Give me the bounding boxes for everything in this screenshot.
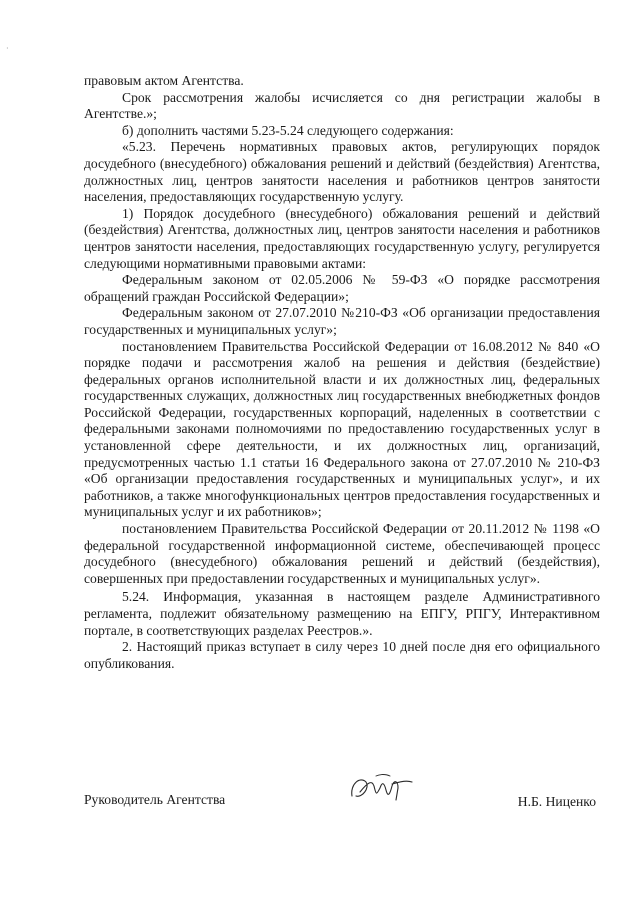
signatory-name: Н.Б. Ниценко bbox=[517, 794, 596, 809]
margin-mark: · bbox=[6, 44, 9, 53]
paragraph-continuation: правовым актом Агентства. bbox=[84, 73, 244, 88]
paragraph-resolution-1198: постановлением Правительства Российской Федерации от 20.11.2012 № 1198 «О федеральной государственной информационной системе, обеспечивающей процесс досудебного (внесудебного) обжалования решений и действий (бездействия), совершенных при предоставлении государственных и муниципальных услуг». bbox=[84, 521, 600, 586]
paragraph-law-59-fz: Федеральным законом от 02.05.2006 № 59-ФЗ «О порядке рассмотрения обращений граждан Российской Федерации»; bbox=[84, 272, 600, 304]
paragraph-5-23-item-1: 1) Порядок досудебного (внесудебного) обжалования решений и действий (бездействия) Агентства, должностных лиц, центров занятости населения и работников центров занятости населения, предоставляющих государственную услугу, регулируется следующими нормативными правовыми актами: bbox=[84, 205, 600, 271]
paragraph-effective-date: 2. Настоящий приказ вступает в силу через 10 дней после дня его официального опубликования. bbox=[84, 639, 600, 671]
paragraph-review-period: Срок рассмотрения жалобы исчисляется со дня регистрации жалобы в Агентстве.»; bbox=[84, 89, 600, 122]
handwritten-signature bbox=[346, 770, 418, 810]
paragraph-amendment-b: б) дополнить частями 5.23-5.24 следующего содержания: bbox=[122, 122, 454, 138]
signature-block bbox=[84, 786, 600, 826]
signatory-position: Руководитель Агентства bbox=[84, 792, 226, 807]
paragraph-law-210-fz: Федеральным законом от 27.07.2010 №210-ФЗ «Об организации предоставления государственных и муниципальных услуг»; bbox=[84, 305, 600, 337]
paragraph-resolution-840: постановлением Правительства Российской Федерации от 16.08.2012 № 840 «О порядке подачи и рассмотрения жалоб на решения и действия (бездействие) федеральных органов исполнительной власти и их должностных лиц, федеральных государственных служащих, должностных лиц государственных внебюджетных фондов Российской Федерации, государственных корпораций, наделенных в соответствии с федеральными законами полномочиями по предоставлению государственных услуг в установленной сфере деятельности, и их должностных лиц, организаций, предусмотренных частью 1.1 статьи 16 Федерального закона от 27.07.2010 № 210-ФЗ «Об организации предоставления государственных и муниципальных услуг», и их работников, а также многофункциональных центров предоставления государственных и муниципальных услуг и их работников»; bbox=[84, 338, 600, 520]
document-body bbox=[84, 73, 600, 672]
paragraph-5-23: «5.23. Перечень нормативных правовых актов, регулирующих порядок досудебного (внесудебного) обжалования решений и действий (бездействия) Агентства, должностных лиц, центров занятости населения и работников центров занятости населения, предоставляющих государственную услугу. bbox=[84, 139, 600, 205]
paragraph-5-24: 5.24. Информация, указанная в настоящем разделе Административного регламента, подлежит обязательному размещению на ЕПГУ, РПГУ, Интерактивном портале, в соответствующих разделах Реестров.». bbox=[84, 589, 600, 638]
